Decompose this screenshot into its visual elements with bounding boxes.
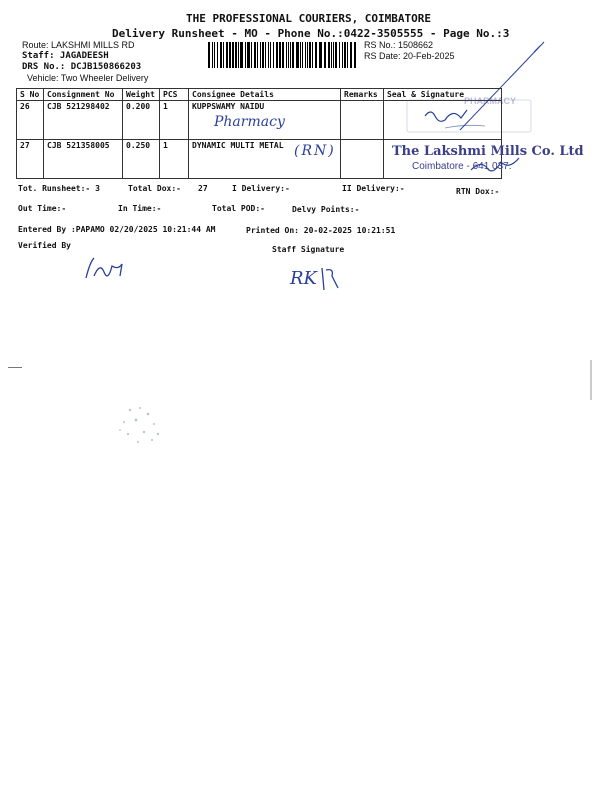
out-time-label: Out Time:- <box>18 204 67 213</box>
row-remarks <box>341 140 384 179</box>
col-consignee: Consignee Details <box>189 89 341 101</box>
rs-number: RS No.: 1508662 <box>364 40 434 50</box>
scan-mark <box>8 367 22 368</box>
staff-initials-signature: RK <box>290 268 317 289</box>
row-sno: 26 <box>17 101 44 140</box>
col-pcs: PCS <box>160 89 189 101</box>
entered-by: Entered By :PAPAMO 02/20/2025 10:21:44 AM <box>18 225 216 234</box>
row-remarks <box>341 101 384 140</box>
ii-delivery-label: II Delivery:- <box>342 184 405 193</box>
runsheet-subtitle: Delivery Runsheet - MO - Phone No.:0422-3505555 - Page No.:3 <box>112 27 510 40</box>
barcode-image <box>208 42 358 68</box>
in-time-label: In Time:- <box>118 204 162 213</box>
row-pcs: 1 <box>160 101 189 140</box>
vehicle-label: Vehicle: Two Wheeler Delivery <box>27 73 149 83</box>
verified-signature <box>80 252 132 282</box>
row-consignee: KUPPSWAMY NAIDU <box>189 101 341 140</box>
rtn-dox-label: RTN Dox:- <box>456 187 500 196</box>
row-weight: 0.250 <box>123 140 160 179</box>
row-weight: 0.200 <box>123 101 160 140</box>
printed-on: Printed On: 20-02-2025 10:21:51 <box>246 226 396 235</box>
col-weight: Weight <box>123 89 160 101</box>
rs-date: RS Date: 20-Feb-2025 <box>364 51 455 61</box>
scan-speckle <box>110 400 170 450</box>
row-pcs: 1 <box>160 140 189 179</box>
stamp-signature-mark <box>465 154 525 178</box>
scan-edge-mark <box>590 360 592 400</box>
staff-label: Staff: JAGADEESH <box>22 51 109 61</box>
stamp-company-name: The Lakshmi Mills Co. Ltd <box>392 144 584 159</box>
col-consignment: Consignment No <box>44 89 123 101</box>
pharmacy-stamp-signature <box>405 98 535 136</box>
row-consignment: CJB 521298402 <box>44 101 123 140</box>
route-label: Route: LAKSHMI MILLS RD <box>22 40 135 50</box>
handwritten-rn: (RN) <box>294 143 336 159</box>
col-seal: Seal & Signature <box>384 89 502 101</box>
tot-runsheet: Tot. Runsheet:- 3 <box>18 184 100 193</box>
staff-signature-label: Staff Signature <box>272 245 345 254</box>
delvy-points-label: Delvy Points:- <box>292 205 360 214</box>
pharmacy-stamp: PHARMACY <box>464 96 517 106</box>
verified-by-label: Verified By <box>18 241 71 250</box>
i-delivery-label: I Delivery:- <box>232 184 290 193</box>
company-title: THE PROFESSIONAL COURIERS, COIMBATORE <box>186 12 432 25</box>
col-remarks: Remarks <box>341 89 384 101</box>
handwritten-pharmacy: Pharmacy <box>214 114 285 130</box>
total-pod-label: Total POD:- <box>212 204 265 213</box>
drs-number: DRS No.: DCJB150866203 <box>22 62 142 72</box>
row-consignee: DYNAMIC MULTI METAL <box>189 140 341 179</box>
row-consignment: CJB 521358005 <box>44 140 123 179</box>
total-dox-value: 27 <box>198 184 208 193</box>
stamp-city: Coimbatore - 641 037. <box>412 161 512 172</box>
staff-signature-stroke <box>318 264 358 294</box>
col-sno: S No <box>17 89 44 101</box>
row-sno: 27 <box>17 140 44 179</box>
total-dox-label: Total Dox:- <box>128 184 181 193</box>
